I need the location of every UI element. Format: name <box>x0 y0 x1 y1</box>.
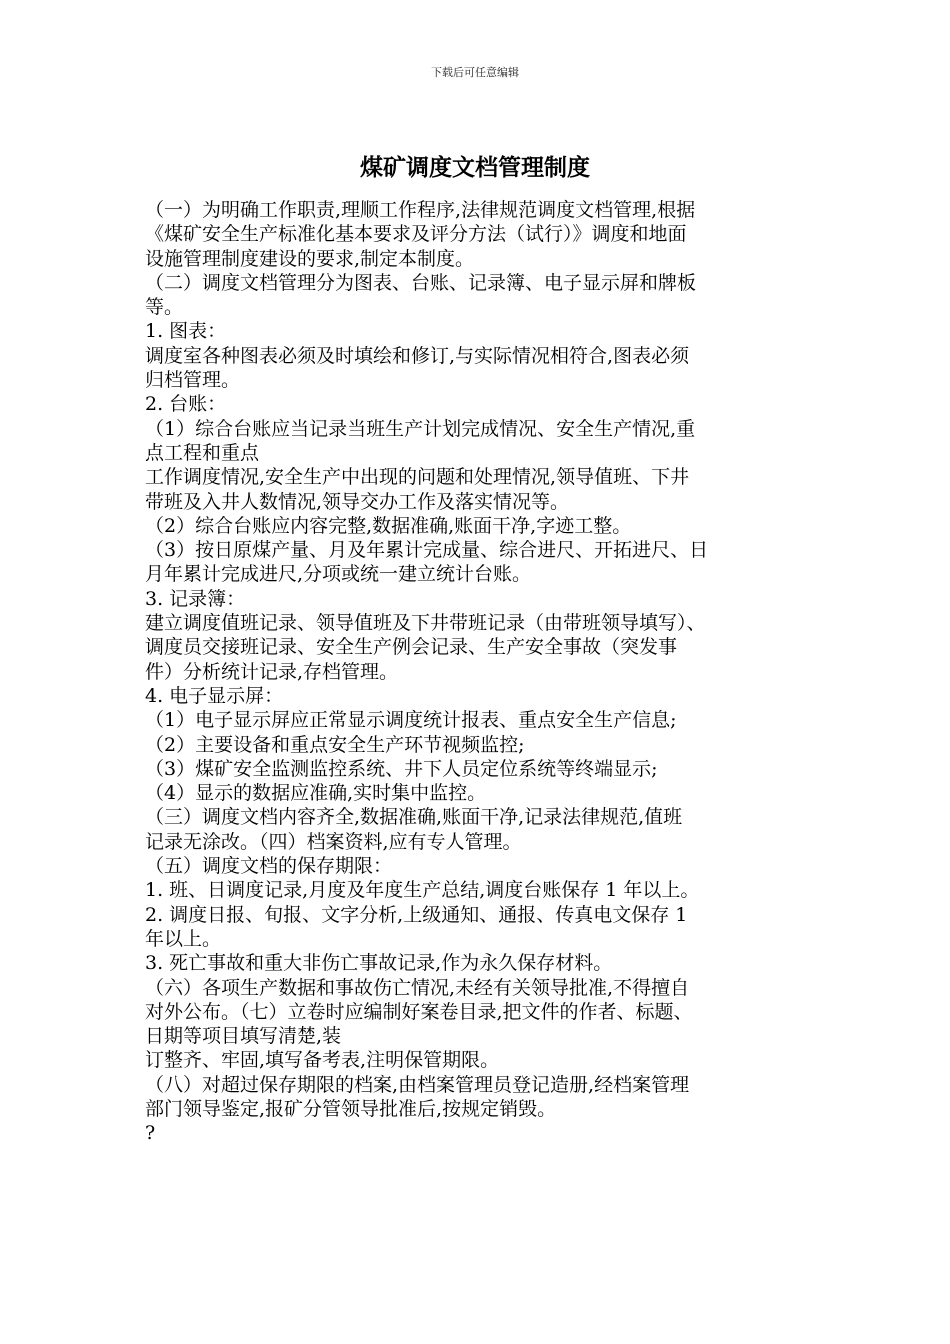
body-line: （3）煤矿安全监测监控系统、井下人员定位系统等终端显示; <box>145 757 658 780</box>
body-line: 工作调度情况,安全生产中出现的问题和处理情况,领导值班、下井 <box>145 466 690 489</box>
body-line: 4. 电子显示屏： <box>145 684 284 707</box>
body-line: 带班及入井人数情况,领导交办工作及落实情况等。 <box>145 490 570 513</box>
body-line: 点工程和重点 <box>145 441 260 464</box>
body-line: 建立调度值班记录、领导值班及下井带班记录（由带班领导填写）、 <box>145 612 706 635</box>
body-line: 《煤矿安全生产标准化基本要求及评分方法（试行）》调度和地面 <box>145 223 687 246</box>
document-title: 煤矿调度文档管理制度 <box>360 155 590 181</box>
body-line: （六）各项生产数据和事故伤亡情况,未经有关领导批准,不得擅自 <box>145 976 690 999</box>
body-line: ? <box>145 1122 156 1145</box>
body-line: （二）调度文档管理分为图表、台账、记录簿、电子显示屏和牌板 <box>145 271 697 294</box>
body-line: （1）电子显示屏应正常显示调度统计报表、重点安全生产信息; <box>145 709 677 732</box>
body-line: （4）显示的数据应准确,实时集中监控。 <box>145 782 487 805</box>
body-line: （2）综合台账应内容完整,数据准确,账面干净,字迹工整。 <box>145 514 632 537</box>
body-line: （五）调度文档的保存期限： <box>145 855 393 878</box>
body-line: 部门领导鉴定,报矿分管领导批准后,按规定销毁。 <box>145 1097 557 1120</box>
body-line: （2）主要设备和重点安全生产环节视频监控; <box>145 733 525 756</box>
body-line: 对外公布。（七）立卷时应编制好案卷目录,把文件的作者、标题、 <box>145 1000 693 1023</box>
body-line: 3. 死亡事故和重大非伤亡事故记录,作为永久保存材料。 <box>145 952 613 975</box>
body-line: （1）综合台账应当记录当班生产计划完成情况、安全生产情况,重 <box>145 417 696 440</box>
body-line: （八）对超过保存期限的档案,由档案管理员登记造册,经档案管理 <box>145 1073 690 1096</box>
body-line: 年以上。 <box>145 927 222 950</box>
body-line: 设施管理制度建设的要求,制定本制度。 <box>145 247 475 270</box>
body-line: 等。 <box>145 296 184 319</box>
body-line: 2. 台账： <box>145 393 227 416</box>
body-line: 2. 调度日报、旬报、文字分析,上级通知、通报、传真电文保存 1 <box>145 903 688 926</box>
body-line: （三）调度文档内容齐全,数据准确,账面干净,记录法律规范,值班 <box>145 806 683 829</box>
body-line: 订整齐、牢固,填写备考表,注明保管期限。 <box>145 1049 500 1072</box>
body-line: （3）按日原煤产量、月及年累计完成量、综合进尺、开拓进尺、日 <box>145 539 709 562</box>
body-line: 3. 记录簿： <box>145 587 246 610</box>
body-line: 归档管理。 <box>145 369 241 392</box>
body-line: 月年累计完成进尺,分项或统一建立统计台账。 <box>145 563 532 586</box>
document-body <box>145 198 810 1146</box>
body-line: 调度员交接班记录、安全生产例会记录、生产安全事故（突发事 <box>145 636 678 659</box>
body-line: 记录无涂改。（四）档案资料,应有专人管理。 <box>145 830 522 853</box>
body-line: 1. 班、日调度记录,月度及年度生产总结,调度台账保存 1 年以上。 <box>145 879 700 902</box>
header-note: 下载后可任意编辑 <box>431 66 519 79</box>
body-line: 日期等项目填写清楚,装 <box>145 1025 342 1048</box>
body-line: （一）为明确工作职责,理顺工作程序,法律规范调度文档管理,根据 <box>145 199 696 221</box>
body-line: 件）分析统计记录,存档管理。 <box>145 660 399 683</box>
body-line: 1. 图表： <box>145 320 227 343</box>
body-line: 调度室各种图表必须及时填绘和修订,与实际情况相符合,图表必须 <box>145 344 690 367</box>
